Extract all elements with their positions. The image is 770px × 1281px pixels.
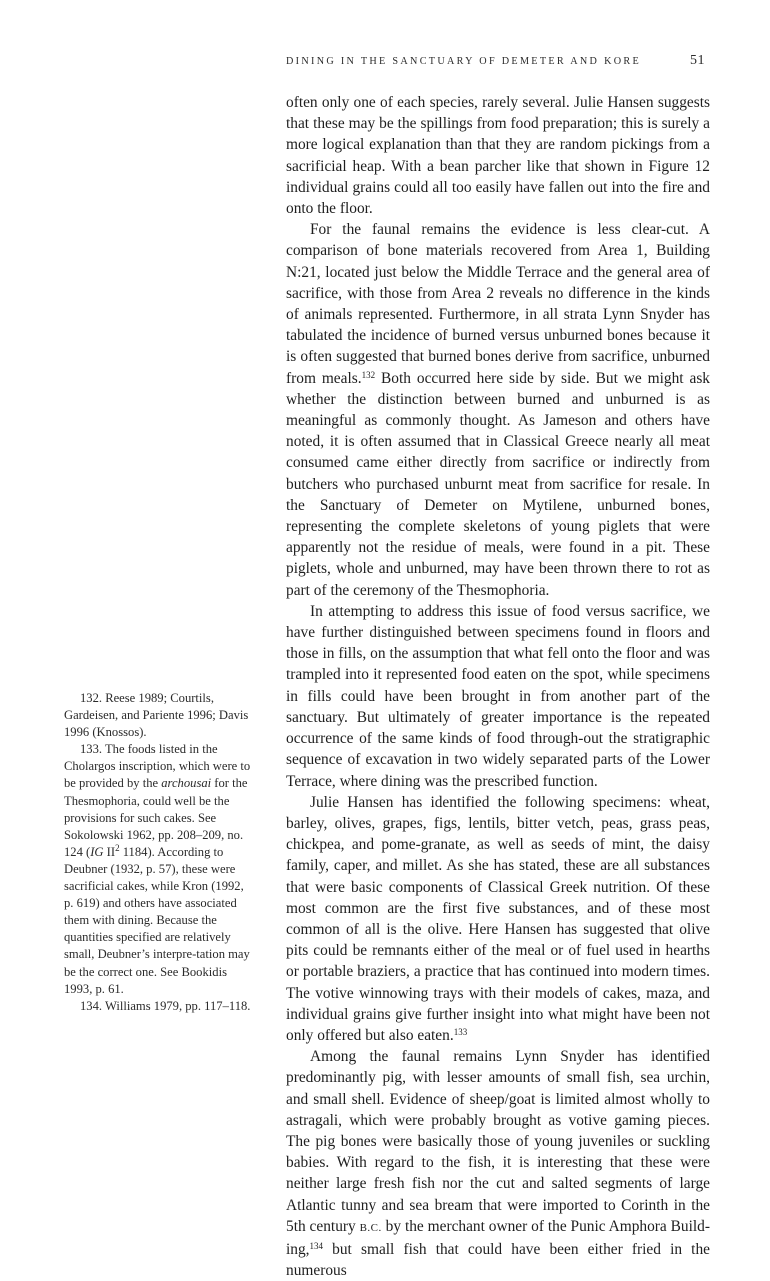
footnotes [64,690,254,1015]
footnote-134: 134. Williams 1979, pp. 117–118. [80,998,251,1013]
footnote-133-text-a: 133. The foods listed in the Cholargos inscription, which were to be provided by the [64,742,251,791]
footnote-133-text-d: 1184). According to Deubner (1932, p. 57), these were sacrificial cakes, while Kron (1992, p. 619) and others have associated them with dining. Because the quantities specified are relatively small, Deubner’s interpre-tation may be the correct one. See Bookidis 1993, p. 61. [64,844,250,996]
note-ref-134[interactable]: 134 [309,1240,324,1251]
paragraph-3-text: In attempting to address this issue of food versus sacrifice, we have further distinguished between specimens found in floors and those in fills, on the assumption that what fell onto the floor and was trampled into it represented food eaten on the spot, while specimens in fills could have been brought in from another part of the sanctuary. But ultimately of greater importance is the repeated occurrence of the same kinds of food through-out the stratigraphic sequence of excavation in two widely separated parts of the Lower Terrace, where dining was the prescribed function. [286,602,710,790]
footnote-133-text-c: II [103,844,116,859]
paragraph-5 [286,1046,710,1281]
paragraph-5-text-a: Among the faunal remains Lynn Snyder has identified predominantly pig, with lesser amounts of small fish, sea urchin, and small shell. Evidence of sheep/goat is limited almost wholly to astragali, which were probably brought as votive gaming pieces. The pig bones were basically those of young juveniles or suckling babies. With regard to the fish, it is interesting that these were neither large fresh fish nor the cut and salted segments of large Atlantic tunny and sea bream that were imported to Corinth in the 5th century [286,1048,710,1235]
footnote-133-ig: IG [90,844,104,859]
footnote-133-term: archousai [161,776,212,791]
note-ref-132[interactable]: 132 [361,369,376,380]
paragraph-4-text: Julie Hansen has identified the following specimens: wheat, barley, olives, grapes, figs, lentils, bitter vetch, peas, grass peas, chickpea, and pome-granate, as well as seeds of mint, the daisy family, caper, and millet. As she has stated, these are all substances that were basic components of Classical Greek nutrition. Of these most common are the first five substances, and of these most common of all is the olive. Here Hansen has suggested that olive pits could be remnants either of the meal or of fuel used in hearths or portable braziers, a practice that has continued into modern times. The votive winnowing trays with their models of cakes, maza, and individual grains give further insight into what might have been not only offered but also eaten. [286,793,710,1044]
footnote-133 [64,741,254,997]
paragraph-5-text-b: by the merchant owner of the Punic Amphora Build-ing, [286,1217,710,1258]
paragraph-4 [286,792,710,1046]
paragraph-1 [286,92,710,219]
footnote-133-superscript: 2 [115,842,120,853]
note-ref-133[interactable]: 133 [453,1026,468,1037]
paragraph-5-text-c: but small fish that could have been either fried in the numerous [286,1240,710,1280]
running-head: DINING IN THE SANCTUARY OF DEMETER AND KORE [286,56,641,67]
paragraph-2-text-b: Both occurred here side by side. But we might ask whether the distinction between burned and unburned is as meaningful as commonly thought. As Jameson and others have noted, it is often assumed that in Classical Greece nearly all meat consumed came either directly from sacrifice or indirectly from butchers who purchased unburnt meat from sacrifice for resale. In the Sanctuary of Demeter on Mytilene, unburned bones, representing the complete skeletons of young piglets that were apparently not the residue of meals, were found in a pit. These piglets, whole and unburned, may have been thrown there to rot as part of the ceremony of the Thesmophoria. [286,369,711,599]
paragraph-2-text-a: For the faunal remains the evidence is less clear-cut. A comparison of bone materials recovered from Area 1, Building N:21, located just below the Middle Terrace and the general area of sacrifice, with those from Area 2 reveals no difference in the kinds of animals represented. Furthermore, in all strata Lynn Snyder has tabulated the incidence of burned versus unburned bones because it is often suggested that burned bones derive from sacrifice, unburned from meals. [286,221,710,387]
paragraph-1-text: often only one of each species, rarely several. Julie Hansen suggests that these may be the spillings from food preparation; this is surely a more logical explanation than that they are random pickings from a sacrificial heap. With a bean parcher like that shown in Figure 12 individual grains could all too easily have fallen out into the fire and onto the floor. [286,94,710,218]
main-text-column [286,92,710,1281]
footnote-133-text-b: for the Thesmophoria, could well be the provisions for such cakes. See Sokolowski 1962, pp. 208–209, no. 124 ( [64,776,248,859]
paragraph-3 [286,601,710,792]
page-number: 51 [690,53,705,68]
era-abbreviation: B.C. [359,1221,382,1234]
footnote-132: 132. Reese 1989; Courtils, Gardeisen, and Pariente 1996; Davis 1996 (Knossos). [64,691,249,740]
paragraph-2 [286,219,710,601]
